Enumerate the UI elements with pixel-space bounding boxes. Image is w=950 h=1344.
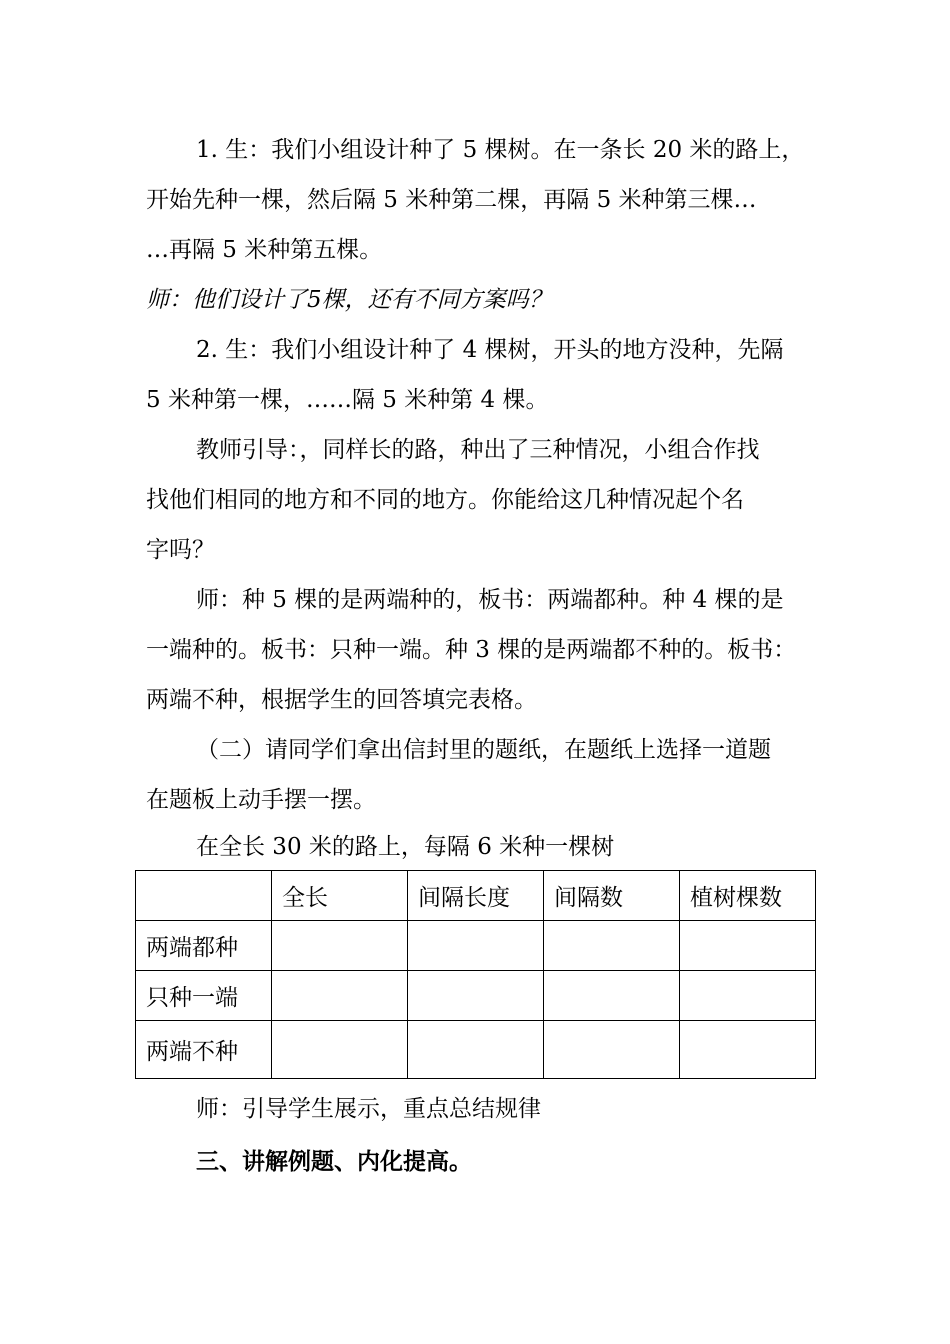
paragraph-student1-line2: 开始先种一棵，然后隔 5 米种第二棵，再隔 5 米种第三棵… [146, 187, 757, 213]
table-row [136, 921, 816, 971]
row-label: 两端都种 [136, 921, 272, 971]
table-cell [544, 1021, 680, 1079]
paragraph-teacher3: 师：引导学生展示，重点总结规律 [196, 1096, 541, 1122]
table-cell [544, 971, 680, 1021]
table-header-cell: 间隔数 [544, 871, 680, 921]
table-header-cell: 全长 [272, 871, 408, 921]
paragraph-student1-line3: …再隔 5 米种第五棵。 [146, 237, 383, 263]
table-cell [544, 921, 680, 971]
paragraph-guide-line2: 找他们相同的地方和不同的地方。你能给这几种情况起个名 [146, 487, 744, 513]
table-cell [680, 971, 816, 1021]
table-cell [272, 1021, 408, 1079]
table-cell [408, 1021, 544, 1079]
table-cell [408, 921, 544, 971]
teacher-question: 师：他们设计了5棵，还有不同方案吗？ [146, 287, 552, 313]
paragraph-guide-line1: 教师引导：，同样长的路，种出了三种情况，小组合作找 [196, 437, 760, 463]
table-header-cell: 植树棵数 [680, 871, 816, 921]
paragraph-student1-line1: 1. 生：我们小组设计种了 5 棵树。在一条长 20 米的路上， [196, 137, 805, 163]
paragraph-part2-line1: （二）请同学们拿出信封里的题纸，在题纸上选择一道题 [196, 737, 771, 763]
tree-planting-table [135, 870, 816, 1079]
problem-statement: 在全长 30 米的路上，每隔 6 米种一棵树 [196, 834, 615, 860]
table-header-cell [136, 871, 272, 921]
paragraph-teacher2-line1: 师：种 5 棵的是两端种的，板书：两端都种。种 4 棵的是 [196, 587, 784, 613]
paragraph-guide-line3: 字吗？ [146, 537, 215, 563]
paragraph-student2-line2: 5 米种第一棵，……隔 5 米种第 4 棵。 [146, 387, 549, 413]
table-cell [680, 1021, 816, 1079]
paragraph-part2-line2: 在题板上动手摆一摆。 [146, 787, 376, 813]
table-cell [408, 971, 544, 1021]
paragraph-teacher2-line3: 两端不种，根据学生的回答填完表格。 [146, 687, 537, 713]
row-label: 只种一端 [136, 971, 272, 1021]
table-header-row [136, 871, 816, 921]
table-cell [272, 971, 408, 1021]
table-cell [680, 921, 816, 971]
section-heading: 三、讲解例题、内化提高。 [196, 1148, 472, 1175]
table-row [136, 971, 816, 1021]
paragraph-teacher2-line2: 一端种的。板书：只种一端。种 3 棵的是两端都不种的。板书： [146, 637, 797, 663]
paragraph-student2-line1: 2. 生：我们小组设计种了 4 棵树，开头的地方没种，先隔 [196, 337, 784, 363]
table-cell [272, 921, 408, 971]
row-label: 两端不种 [136, 1021, 272, 1079]
table-row [136, 1021, 816, 1079]
table-header-cell: 间隔长度 [408, 871, 544, 921]
